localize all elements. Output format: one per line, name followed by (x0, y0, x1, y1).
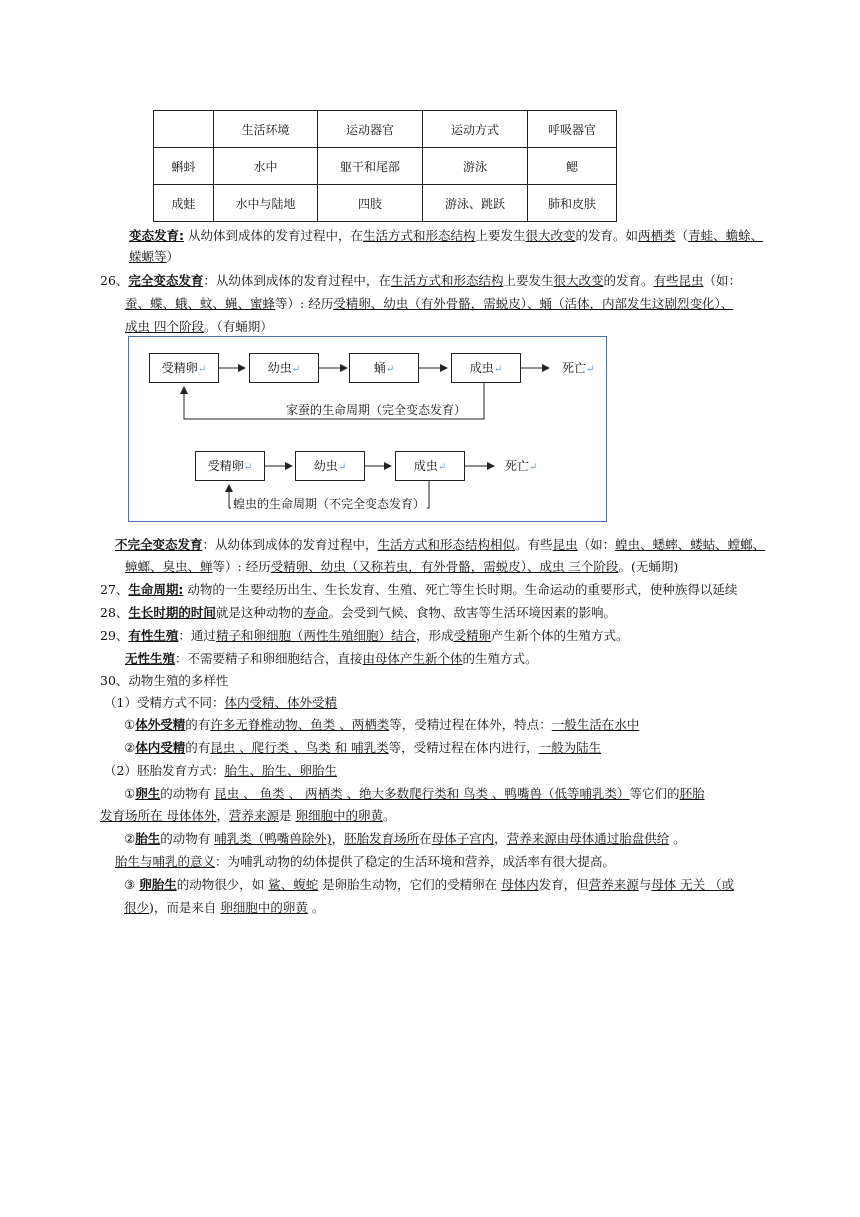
text: ③ (124, 877, 140, 892)
return-mark-icon: ↵ (197, 364, 207, 375)
stage-label: 成虫 (413, 459, 438, 473)
paragraph-sexual-reproduction (100, 626, 629, 644)
term: 昆虫 、爬行类 、鸟类 和 哺乳类 (210, 740, 389, 755)
text: 在 (419, 831, 432, 846)
table-cell: 水中与陆地 (214, 185, 318, 222)
heading-reproduction-diversity: 30、动物生殖的多样性 (100, 673, 229, 688)
term: 很大改变 (525, 228, 576, 243)
term: 有些昆虫 (653, 273, 704, 288)
term: 无性生殖 (125, 651, 176, 666)
text: 的动物有 (160, 786, 215, 801)
item-number: 28、 (100, 605, 129, 620)
text: 就是这种动物的 (215, 605, 304, 620)
term: 变态发育: (129, 228, 184, 243)
text: （如： (703, 273, 742, 288)
stage-egg (195, 451, 265, 481)
stage-label: 成虫 (469, 361, 494, 375)
term: 昆虫 (552, 537, 578, 552)
paragraph-line (124, 898, 324, 916)
text: ：从幼体到成体的发育过程中， (202, 537, 378, 552)
term: 蝾螈等 (129, 249, 167, 264)
paragraph-incomplete-metamorphosis (115, 535, 765, 553)
term: 母体内 (501, 877, 539, 892)
text: 的有 (185, 740, 211, 755)
text: 从幼体到成体的发育过程中，在 (184, 228, 363, 243)
paragraph-line (125, 294, 733, 312)
text: ① (124, 786, 136, 801)
term: 两栖类 (638, 228, 676, 243)
return-mark-icon: ↵ (337, 462, 347, 473)
term: 鲨、蝮蛇 (268, 877, 319, 892)
text: 是 (279, 808, 296, 823)
table-cell: 游泳 (423, 148, 528, 185)
stage-death (505, 457, 537, 474)
table-row (154, 185, 617, 222)
text: 上要发生 (475, 228, 526, 243)
term: 许多无脊椎动物、鱼类 、两栖类 (210, 717, 390, 732)
text: 的发育。如 (575, 228, 639, 243)
term: 哺乳类（鸭嘴兽除外) (214, 831, 332, 846)
locust-caption: 蝗虫的生命周期（不完全变态发育） (233, 497, 426, 511)
text: 上要发生 (503, 273, 554, 288)
text: 。有些 (515, 537, 553, 552)
text: 动物的一生要经历出生、生长发育、生殖、死亡等生长时期。生命运动的重要形式，使种族得以延续 (183, 582, 738, 597)
text: 等）: 经历 (212, 559, 271, 574)
term: 蝗虫、蟋蟀、蝼蛄、螳螂、 (615, 537, 766, 552)
paragraph-lifespan (100, 603, 616, 621)
paragraph-oviparous (124, 784, 705, 802)
text: ② (124, 740, 136, 755)
text: ：为哺乳动物的幼体提供了稳定的生活环境和营养，成活率有很大提高。 (215, 854, 616, 869)
paragraph-line (100, 806, 396, 824)
paragraph-embryo-development (104, 761, 337, 779)
table-header-row (154, 111, 617, 148)
silkworm-caption: 家蚕的生命周期（完全变态发育） (286, 403, 467, 417)
table-cell: 呼吸器官 (528, 111, 617, 148)
text: 。（有蛹期） (203, 319, 273, 334)
term: 蟑螂、臭虫、蝉 (125, 559, 213, 574)
term: 生活方式和形态结构 (362, 228, 476, 243)
text: ，形成 (415, 628, 454, 643)
stage-label: 受精卵 (207, 459, 244, 473)
return-mark-icon: ↵ (243, 462, 253, 473)
text: 的发育。 (603, 273, 654, 288)
term: 体内受精、体外受精 (224, 695, 337, 710)
term: 完全变态发育 (128, 273, 204, 288)
return-mark-icon: ↵ (529, 462, 538, 473)
term: 体内受精 (135, 740, 186, 755)
term: 营养来源 (229, 808, 280, 823)
text: ， (494, 831, 507, 846)
text: ① (124, 717, 136, 732)
stage-nymph (295, 451, 365, 481)
term: 受精卵、幼虫（有外骨骼，需蜕皮）、蛹（活体，内部发生这剧烈变化）、 (333, 296, 734, 311)
text: 的动物很少，如 (176, 877, 269, 892)
text: 与 (638, 877, 652, 892)
paragraph-ovoviviparous (124, 875, 734, 893)
paragraph-line (129, 247, 179, 265)
text: 等它们的 (629, 786, 680, 801)
paragraph-line (125, 317, 273, 335)
text: ：不需要精子和卵细胞结合，直接 (175, 651, 363, 666)
term: 母体子宫内 (431, 831, 495, 846)
term: 卵细胞中的卵黄 (295, 808, 384, 823)
term: 胎生、胎生、卵胎生 (224, 763, 337, 778)
item-number: 29、 (100, 628, 129, 643)
text: （2）胚胎发育方式： (104, 763, 225, 778)
term: 卵细胞中的卵黄 (220, 900, 308, 915)
text: 等，受精过程在体外，特点： (389, 717, 552, 732)
text: ， (216, 808, 229, 823)
paragraph-fertilization (104, 693, 337, 711)
term: 发育场所在 母体体外 (100, 808, 217, 823)
term: 很大改变 (553, 273, 604, 288)
stage-label: 蛹 (373, 361, 386, 375)
text: )，而是来自 (149, 900, 221, 915)
text: ：通过 (178, 628, 216, 643)
table-cell: 成蛙 (154, 185, 214, 222)
term: 营养来源由母体通过胎盘供给 (506, 831, 670, 846)
term: 昆虫 、 鱼类 、 两栖类 、绝大多数爬行类和 鸟类 、鸭嘴兽（低等哺乳类） (214, 786, 630, 801)
term: 由母体产生新个体 (362, 651, 463, 666)
paragraph-metamorphosis (129, 226, 763, 244)
table-cell (154, 111, 214, 148)
text: ② (124, 831, 136, 846)
text: 。 (307, 900, 325, 915)
text: 等）: 经历 (275, 296, 334, 311)
table-cell: 四肢 (318, 185, 423, 222)
term: 寿命 (303, 605, 329, 620)
text: 。 (669, 831, 686, 846)
term: 蚕、蝶、蛾、蚊、蝇、蜜蜂 (125, 296, 276, 311)
text: （ (675, 228, 689, 243)
paragraph-line (125, 557, 678, 575)
table-cell: 鳃 (528, 148, 617, 185)
term: 胎生 (135, 831, 161, 846)
return-mark-icon: ↵ (586, 364, 595, 375)
stage-label: 死亡 (562, 361, 587, 375)
table-cell: 运动器官 (318, 111, 423, 148)
stage-death (562, 359, 594, 376)
text: 。会受到气候、食物、敌害等生活环境因素的影响。 (328, 605, 616, 620)
term: 生活方式和形态结构 (390, 273, 504, 288)
paragraph-external-fertilization (124, 715, 639, 733)
stage-larva (249, 353, 319, 383)
item-number: 27、 (100, 582, 129, 597)
paragraph-mammal-significance (115, 852, 615, 870)
stage-pupa (349, 353, 419, 383)
term: 一般生活在水中 (551, 717, 640, 732)
term: 成虫 四个阶段 (125, 319, 204, 334)
term: 生长时期的时间 (128, 605, 216, 620)
table-cell: 水中 (214, 148, 318, 185)
table-cell: 躯干和尾部 (318, 148, 423, 185)
paragraph-complete-metamorphosis (100, 271, 741, 289)
stage-label: 受精卵 (161, 361, 198, 375)
text: ， (331, 831, 345, 846)
term: 营养来源 (588, 877, 639, 892)
table-cell: 运动方式 (423, 111, 528, 148)
term: 卵胎生 (139, 877, 177, 892)
term: 生活方式和形态结构相似 (377, 537, 516, 552)
text: 产生新个体的生殖方式。 (490, 628, 629, 643)
term: 胚胎 (679, 786, 705, 801)
term: 母体 无关 （或 (651, 877, 735, 892)
term: 生命周期: (128, 582, 184, 597)
table-cell: 蝌蚪 (154, 148, 214, 185)
text: ：从幼体到成体的发育过程中，在 (203, 273, 391, 288)
stage-adult (451, 353, 521, 383)
text: （如： (577, 537, 616, 552)
stage-egg (149, 353, 219, 383)
table-cell: 游泳、跳跃 (423, 185, 528, 222)
term: 很少 (124, 900, 150, 915)
paragraph-asexual-reproduction (125, 649, 538, 667)
term: 不完全变态发育 (115, 537, 203, 552)
stage-label: 幼虫 (267, 361, 292, 375)
text: （1）受精方式不同： (104, 695, 225, 710)
return-mark-icon: ↵ (291, 364, 301, 375)
text: 发育，但 (538, 877, 589, 892)
stage-adult (395, 451, 465, 481)
paragraph-internal-fertilization (124, 738, 601, 756)
return-mark-icon: ↵ (385, 364, 395, 375)
term: 受精卵 (453, 628, 491, 643)
text: 。(无蛹期) (618, 559, 679, 574)
term: 青蛙、蟾蜍、 (688, 228, 764, 243)
item-number: 26、 (100, 273, 129, 288)
text: 的动物有 (160, 831, 215, 846)
return-mark-icon: ↵ (437, 462, 447, 473)
table-row (154, 148, 617, 185)
text: 。 (383, 808, 396, 823)
term: 受精卵、幼虫（又称若虫，有外骨骼，需蜕皮）、成虫 三个阶段 (270, 559, 619, 574)
return-mark-icon: ↵ (493, 364, 503, 375)
text: ） (166, 249, 180, 264)
term: 体外受精 (135, 717, 186, 732)
stage-label: 死亡 (505, 459, 530, 473)
text: 等，受精过程在体内进行， (388, 740, 539, 755)
term: 一般为陆生 (538, 740, 602, 755)
table-cell: 生活环境 (214, 111, 318, 148)
term: 精子和卵细胞（两性生殖细胞）结合 (215, 628, 416, 643)
paragraph-viviparous (124, 829, 686, 847)
text: 的有 (185, 717, 211, 732)
text: 是卵胎生动物，它们的受精卵在 (318, 877, 502, 892)
term: 胚胎发育场所 (344, 831, 420, 846)
term: 有性生殖 (128, 628, 179, 643)
frog-comparison-table (153, 110, 617, 222)
table-cell: 肺和皮肤 (528, 185, 617, 222)
stage-label: 幼虫 (313, 459, 338, 473)
term: 胎生与哺乳的意义 (115, 854, 216, 869)
text: 的生殖方式。 (462, 651, 538, 666)
life-cycle-diagram (128, 336, 607, 522)
term: 卵生 (135, 786, 161, 801)
paragraph-life-cycle (100, 580, 737, 598)
